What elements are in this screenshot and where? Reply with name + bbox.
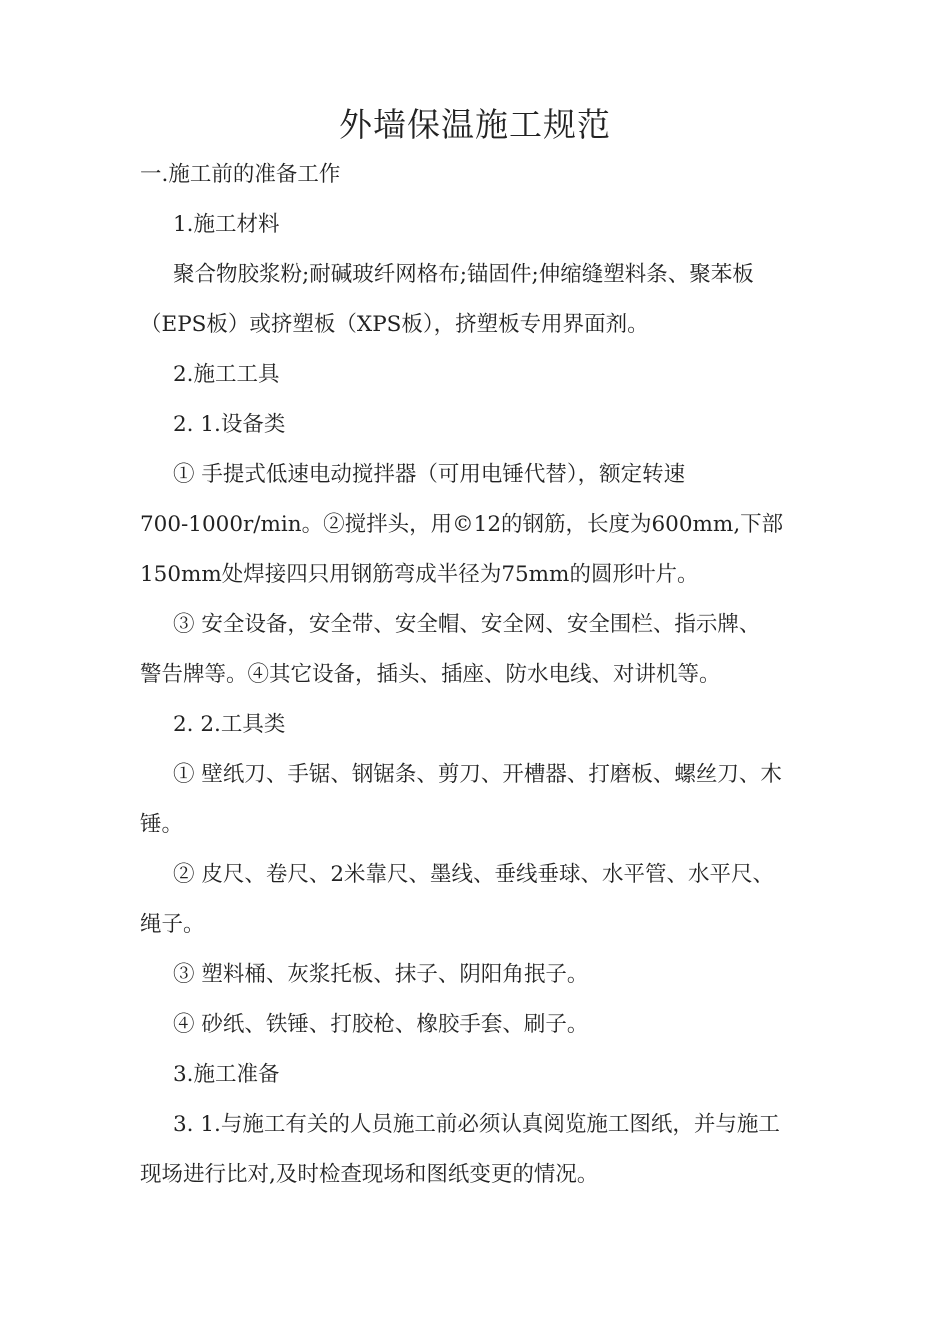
paragraph-line: 700-1000r/min。②搅拌头，用©12的钢筋，长度为600mm,下部: [140, 512, 784, 537]
list-item: ② 皮尺、卷尺、2米靠尺、墨线、垂线垂球、水平管、水平尺、: [173, 862, 775, 887]
subheading-tool-types: 2. 2.工具类: [173, 712, 286, 737]
document-title: 外墙保温施工规范: [339, 105, 611, 144]
subheading-materials: 1.施工材料: [173, 212, 280, 237]
paragraph-line: 3. 1.与施工有关的人员施工前必须认真阅览施工图纸，并与施工: [173, 1112, 780, 1137]
paragraph-line: 现场进行比对,及时检查现场和图纸变更的情况。: [140, 1162, 599, 1187]
subheading-tools: 2.施工工具: [173, 362, 280, 387]
paragraph-line: 聚合物胶浆粉;耐碱玻纤网格布;锚固件;伸缩缝塑料条、聚苯板: [173, 262, 754, 287]
document-body: [140, 150, 820, 1200]
paragraph-line: 警告牌等。④其它设备，插头、插座、防水电线、对讲机等。: [140, 662, 721, 687]
subheading-construction-prep: 3.施工准备: [173, 1062, 280, 1087]
list-item-continuation: 锤。: [140, 812, 184, 837]
list-item: ④ 砂纸、铁锤、打胶枪、橡胶手套、刷子。: [173, 1012, 589, 1037]
paragraph-line: 150mm处焊接四只用钢筋弯成半径为75mm的圆形叶片。: [140, 562, 699, 587]
list-item: ① 壁纸刀、手锯、钢锯条、剪刀、开槽器、打磨板、螺丝刀、木: [173, 762, 782, 787]
list-item-continuation: 绳子。: [140, 912, 205, 937]
heading-preparation: 一.施工前的准备工作: [140, 162, 341, 187]
paragraph-line: ③ 安全设备，安全带、安全帽、安全网、安全围栏、指示牌、: [173, 612, 761, 637]
paragraph-line: （EPS板）或挤塑板（XPS板），挤塑板专用界面剂。: [140, 312, 649, 337]
subheading-equipment: 2. 1.设备类: [173, 412, 286, 437]
paragraph-line: ① 手提式低速电动搅拌器（可用电锤代替），额定转速: [173, 462, 686, 487]
list-item: ③ 塑料桶、灰浆托板、抹子、阴阳角抿子。: [173, 962, 589, 987]
